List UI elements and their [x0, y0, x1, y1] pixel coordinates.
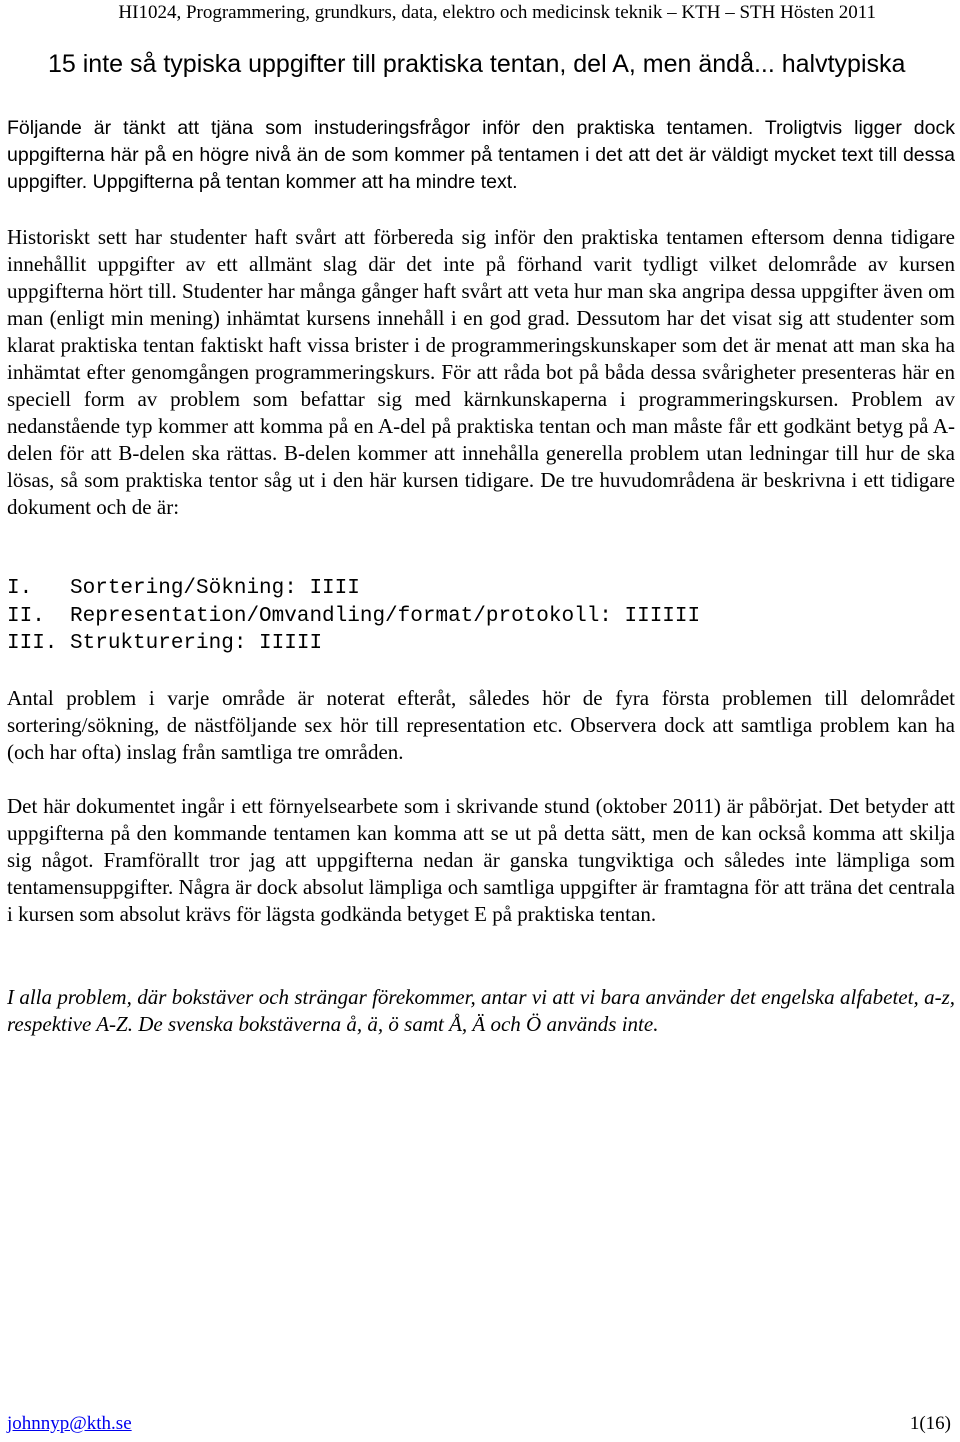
main-areas-list: [7, 575, 700, 658]
author-email-link[interactable]: johnnyp@kth.se: [7, 1413, 132, 1434]
intro-paragraph: Följande är tänkt att tjäna som instuderingsfrågor inför den praktiska tentamen. Troligtvis ligger dock uppgifterna här på en högre nivå än de som kommer på tentamen i det att det är väldigt mycket text till dessa uppgifter. Uppgifterna på tentan kommer att ha mindre text.: [7, 117, 955, 193]
area-item-structuring: III. Strukturering: IIIII: [7, 632, 323, 655]
document-title: 15 inte så typiska uppgifter till praktiska tentan, del A, men ändå... halvtypiska: [48, 50, 906, 78]
renewal-paragraph: Det här dokumentet ingår i ett förnyelsearbete som i skrivande stund (oktober 2011) är påbörjat. Det betyder att uppgifterna på den kommande tentamen kan komma att se ut på detta sätt, men de kan också komma att skilja sig något. Framförallt tror jag att uppgifterna nedan är ganska tungviktiga och således inte lämpliga som tentamensuppgifter. Några är dock absolut lämpliga och samtliga uppgifter är framtagna för att träna det centrala i kursen som absolut krävs för lägsta godkända betyget E på praktiska tentan.: [7, 794, 955, 926]
area-item-sorting: I. Sortering/Sökning: IIII: [7, 577, 360, 600]
counting-paragraph: Antal problem i varje område är noterat efteråt, således hör de fyra första problemen till delområdet sortering/sökning, de nästföljande sex hör till representation etc. Observera dock att samtliga problem kan ha (och har ofta) inslag från samtliga tre områden.: [7, 686, 955, 764]
alphabet-note: I alla problem, där bokstäver och strängar förekommer, antar vi att vi bara använder det engelska alfabetet, a-z, respektive A-Z. De svenska bokstäverna å, ä, ö samt Å, Ä och Ö används inte.: [7, 985, 955, 1036]
history-paragraph: Historiskt sett har studenter haft svårt att förbereda sig inför den praktiska tentamen eftersom denna tidigare innehållit uppgifter av ett allmänt slag där det inte på förhand varit tydligt vilket delområde av kursen uppgifterna hört till. Studenter har många gånger haft svårt att veta hur man ska angripa dessa uppgifter även om man (enligt min mening) inhämtat kursens innehåll i en god grad. Dessutom har det visat sig att studenter som klarat praktiska tentan faktiskt haft vissa brister i de programmeringskunskaper som det är menat att man ska ha inhämtat efter genomgången programmeringskurs. För att råda bot på båda dessa svårigheter presenteras här en speciell form av problem som befattar sig med kärnkunskaperna i programmeringskursen. Problem av nedanstående typ kommer att komma på en A-del på praktiska tentan och man måste får ett godkänt betyg på A-delen för att B-delen ska rättas. B-delen kommer att innehålla generella problem utan ledningar till hur de ska lösas, så som praktiska tentor såg ut i den här kursen tidigare. De tre huvudområdena är beskrivna i ett tidigare dokument och de är:: [7, 225, 955, 519]
page-number: 1(16): [909, 1413, 951, 1434]
running-header: HI1024, Programmering, grundkurs, data, elektro och medicinsk teknik – KTH – STH Hösten 2011: [118, 2, 876, 23]
area-item-representation: II. Representation/Omvandling/format/protokoll: IIIIII: [7, 604, 701, 628]
